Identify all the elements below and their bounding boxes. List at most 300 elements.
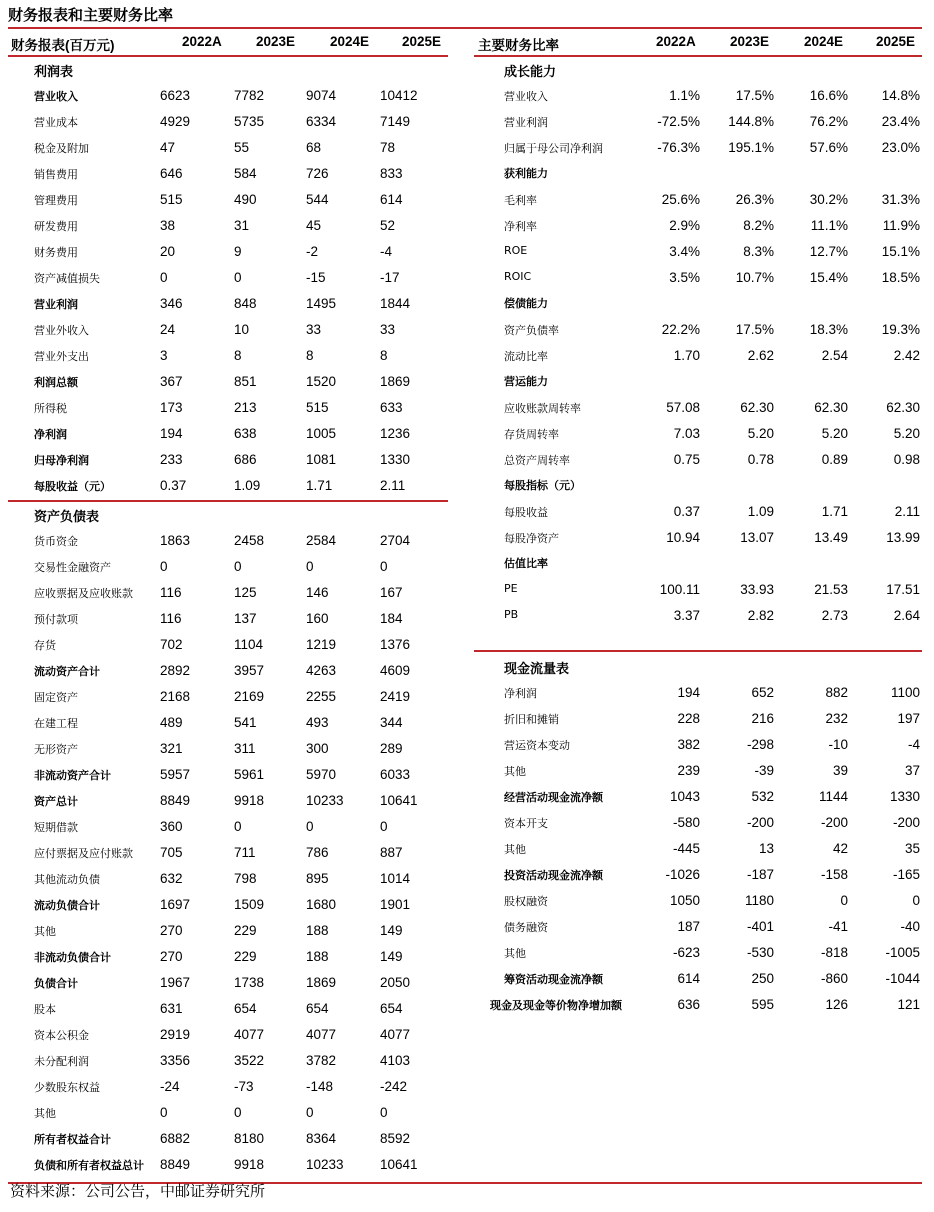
cell-value: 490 [234, 192, 257, 207]
cell-value: 33.93 [740, 582, 774, 597]
cell-value: 614 [677, 971, 700, 986]
row-label: 营业外支出 [34, 350, 89, 363]
cell-value: 895 [306, 871, 329, 886]
table-row [8, 606, 448, 632]
cell-value: 8849 [160, 1157, 191, 1172]
cell-value: -40 [900, 919, 920, 934]
table-row [474, 239, 922, 265]
column-header: 2025E [876, 34, 916, 49]
cell-value: 798 [234, 871, 257, 886]
cell-value: 62.30 [740, 400, 774, 415]
row-label: 非流动负债合计 [34, 951, 111, 964]
cell-value: 167 [380, 585, 403, 600]
cell-value: 121 [897, 997, 920, 1012]
row-label: 财务费用 [34, 246, 78, 259]
cell-value: -200 [746, 815, 774, 830]
header-row [8, 31, 448, 53]
row-label: 未分配利润 [34, 1055, 89, 1068]
cell-value: 1.09 [747, 504, 774, 519]
cell-value: 1180 [744, 893, 774, 908]
cell-value: 1144 [818, 789, 848, 804]
cell-value: 39 [832, 763, 848, 778]
row-label: 其他 [504, 947, 526, 960]
cell-value: 239 [677, 763, 700, 778]
row-label: 管理费用 [34, 194, 78, 207]
column-header: 2022A [656, 34, 696, 49]
section-title [474, 57, 922, 83]
cell-value: 3522 [234, 1053, 265, 1068]
cell-value: 11.9% [882, 218, 920, 233]
cell-value: 47 [160, 140, 176, 155]
cell-value: -242 [380, 1079, 408, 1094]
table-row [8, 239, 448, 265]
cell-value: -4 [907, 737, 920, 752]
cell-value: 232 [825, 711, 848, 726]
table-row [8, 213, 448, 239]
cell-value: 646 [160, 166, 183, 181]
cell-value: 195.1% [728, 140, 774, 155]
cell-value: 702 [160, 637, 183, 652]
cell-value: 614 [380, 192, 403, 207]
row-label: 资产负债表 [34, 510, 100, 525]
cell-value: 1050 [669, 893, 700, 908]
table-row [8, 265, 448, 291]
cell-value: 213 [234, 400, 257, 415]
row-label: 固定资产 [34, 691, 78, 704]
cell-value: 654 [306, 1001, 329, 1016]
cell-value: 3.4% [669, 244, 700, 259]
cell-value: 1219 [306, 637, 337, 652]
cell-value: 17.5% [735, 88, 774, 103]
row-label: 股本 [34, 1003, 56, 1016]
row-label: 资本公积金 [34, 1029, 89, 1042]
cell-value: 7149 [380, 114, 411, 129]
cell-value: 0.37 [673, 504, 700, 519]
cell-value: -76.3% [657, 140, 700, 155]
row-label: 营业利润 [34, 298, 78, 311]
cell-value: 10641 [380, 793, 418, 808]
table-row [474, 83, 922, 109]
row-label: 成长能力 [504, 65, 557, 80]
cell-value: 2892 [160, 663, 191, 678]
cell-value: 173 [160, 400, 183, 415]
cell-value: -200 [892, 815, 920, 830]
cell-value: -200 [820, 815, 848, 830]
cell-value: -623 [672, 945, 700, 960]
row-label: ROIC [504, 270, 532, 283]
row-label: 流动负债合计 [34, 899, 100, 912]
cell-value: 233 [160, 452, 183, 467]
cell-value: 5.20 [893, 426, 920, 441]
cell-value: 3 [160, 348, 168, 363]
cell-value: 10412 [380, 88, 418, 103]
section-rule [474, 650, 922, 652]
row-label: 短期借款 [34, 821, 78, 834]
cell-value: 52 [380, 218, 396, 233]
source-note: 资料来源：公司公告，中邮证券研究所 [10, 1182, 266, 1200]
cell-value: 13.99 [886, 530, 920, 545]
cell-value: 544 [306, 192, 329, 207]
cell-value: 270 [160, 923, 183, 938]
cell-value: 632 [160, 871, 183, 886]
header-row [474, 31, 922, 53]
table-row [474, 758, 922, 784]
cell-value: 636 [677, 997, 700, 1012]
cell-value: 1697 [160, 897, 191, 912]
cell-value: 300 [306, 741, 329, 756]
column-header: 2025E [402, 34, 442, 49]
cell-value: 31.3% [881, 192, 920, 207]
cell-value: 68 [306, 140, 322, 155]
cell-value: 126 [825, 997, 848, 1012]
cell-value: 848 [234, 296, 257, 311]
row-label: 所有者权益合计 [34, 1133, 111, 1146]
cell-value: 0 [160, 1105, 168, 1120]
cell-value: 2169 [234, 689, 265, 704]
cell-value: 1100 [890, 685, 920, 700]
cell-value: 346 [160, 296, 183, 311]
table-row [8, 554, 448, 580]
table-row [8, 658, 448, 684]
table-row [8, 1100, 448, 1126]
cell-value: 3782 [306, 1053, 337, 1068]
top-rule [8, 27, 922, 29]
row-label: PB [504, 608, 519, 621]
table-row [474, 135, 922, 161]
cell-value: 5961 [234, 767, 265, 782]
section-title [474, 473, 922, 499]
cell-value: 7782 [234, 88, 265, 103]
cell-value: 1330 [889, 789, 920, 804]
cell-value: 30.2% [809, 192, 848, 207]
table-row [8, 528, 448, 554]
cell-value: -72.5% [657, 114, 700, 129]
table-row [474, 187, 922, 213]
cell-value: 1376 [380, 637, 411, 652]
row-label: 获利能力 [504, 167, 548, 180]
table-row [474, 213, 922, 239]
row-label: 存货周转率 [504, 428, 559, 441]
cash-flow-title: 现金流量表 [504, 662, 570, 677]
cell-value: 42 [832, 841, 848, 856]
table-row [8, 684, 448, 710]
row-label: 其他 [504, 765, 526, 778]
cell-value: 62.30 [814, 400, 848, 415]
table-row [8, 1152, 448, 1178]
cell-value: 2.64 [893, 608, 920, 623]
row-label: 股权融资 [504, 895, 548, 908]
cell-value: 11.1% [810, 218, 848, 233]
cell-value: 638 [234, 426, 257, 441]
row-label: 归母净利润 [34, 454, 89, 467]
table-row [8, 814, 448, 840]
table-row [474, 265, 922, 291]
cell-value: 24 [160, 322, 176, 337]
cell-value: 515 [160, 192, 183, 207]
cell-value: 14.8% [881, 88, 920, 103]
cell-value: 15.4% [809, 270, 848, 285]
row-label: 净利润 [34, 428, 67, 441]
table-row [8, 1074, 448, 1100]
table-row [8, 1022, 448, 1048]
section-title [8, 57, 448, 83]
section-title [474, 369, 922, 395]
table-row [474, 317, 922, 343]
cell-value: 17.51 [886, 582, 920, 597]
table-row [8, 343, 448, 369]
cell-value: 1869 [380, 374, 411, 389]
row-label: 折旧和摊销 [504, 713, 559, 726]
cell-value: 144.8% [728, 114, 774, 129]
row-label: 每股指标（元） [504, 479, 581, 492]
row-label: 其他流动负债 [34, 873, 100, 886]
cell-value: 125 [234, 585, 257, 600]
cell-value: 631 [160, 1001, 183, 1016]
cell-value: 6334 [306, 114, 337, 129]
row-label: 非流动资产合计 [34, 769, 111, 782]
table-row [8, 632, 448, 658]
cell-value: 57.08 [666, 400, 700, 415]
cell-value: 1520 [306, 374, 337, 389]
cell-value: 489 [160, 715, 183, 730]
row-label: 营运能力 [504, 375, 548, 388]
table-row [474, 343, 922, 369]
cell-value: 652 [751, 685, 774, 700]
cell-value: 4077 [306, 1027, 337, 1042]
cell-value: 13.49 [814, 530, 848, 545]
cell-value: 17.5% [735, 322, 774, 337]
cell-value: 38 [160, 218, 176, 233]
table-row [474, 966, 922, 992]
row-label: PE [504, 582, 518, 595]
cell-value: 2.82 [747, 608, 774, 623]
row-label: 资产负债率 [504, 324, 559, 337]
cell-value: -24 [160, 1079, 180, 1094]
row-label: 净利润 [504, 687, 537, 700]
cell-value: 6623 [160, 88, 191, 103]
cell-value: 1901 [380, 897, 411, 912]
cell-value: 2.54 [821, 348, 848, 363]
table-row [474, 732, 922, 758]
cell-value: 726 [306, 166, 329, 181]
cell-value: -1026 [665, 867, 700, 882]
row-label: 每股净资产 [504, 532, 559, 545]
cell-value: 1236 [380, 426, 411, 441]
row-label: 归属于母公司净利润 [504, 142, 603, 155]
cell-value: 160 [306, 611, 329, 626]
cell-value: 22.2% [661, 322, 700, 337]
cell-value: 9074 [306, 88, 337, 103]
row-label: 营业收入 [34, 90, 78, 103]
cell-value: 216 [751, 711, 774, 726]
cell-value: 8592 [380, 1131, 411, 1146]
cell-value: 0 [380, 819, 388, 834]
row-label: 资产总计 [34, 795, 78, 808]
cell-value: 1.71 [821, 504, 848, 519]
cell-value: 116 [160, 585, 182, 600]
cell-value: 705 [160, 845, 183, 860]
row-label: 毛利率 [504, 194, 537, 207]
cell-value: 7.03 [673, 426, 700, 441]
cell-value: 187 [677, 919, 700, 934]
cell-value: -818 [820, 945, 848, 960]
row-label: 货币资金 [34, 535, 78, 548]
cell-value: 45 [306, 218, 322, 233]
cell-value: 595 [751, 997, 774, 1012]
cell-value: 541 [234, 715, 257, 730]
cell-value: 20 [160, 244, 176, 259]
cell-value: 33 [306, 322, 322, 337]
row-label: 税金及附加 [34, 142, 89, 155]
row-label: 投资活动现金流净额 [504, 869, 603, 882]
table-row [474, 680, 922, 706]
cell-value: 1.71 [306, 478, 333, 493]
row-label: 利润总额 [34, 376, 78, 389]
cell-value: 8 [380, 348, 388, 363]
table-row [8, 109, 448, 135]
cell-value: 1680 [306, 897, 337, 912]
cell-value: 4929 [160, 114, 191, 129]
row-label: 预付款项 [34, 613, 78, 626]
financial-ratios-panel [474, 31, 922, 1031]
row-label: 利润表 [34, 65, 74, 80]
cell-value: 5.20 [821, 426, 848, 441]
row-label: 流动资产合计 [34, 665, 100, 678]
cell-value: 711 [234, 845, 256, 860]
cell-value: 367 [160, 374, 183, 389]
cell-value: 4103 [380, 1053, 411, 1068]
cell-value: 10233 [306, 1157, 344, 1172]
cell-value: -39 [754, 763, 774, 778]
column-header: 2023E [730, 34, 770, 49]
cell-value: 6033 [380, 767, 411, 782]
row-label: 营运资本变动 [504, 739, 570, 752]
table-row [8, 83, 448, 109]
table-row [8, 970, 448, 996]
cell-value: 311 [234, 741, 256, 756]
cell-value: 1104 [234, 637, 264, 652]
table-row [474, 810, 922, 836]
cell-value: 0 [234, 559, 242, 574]
cell-value: -401 [746, 919, 774, 934]
section-title [474, 291, 922, 317]
cell-value: 6882 [160, 1131, 191, 1146]
cell-value: 532 [751, 789, 774, 804]
cell-value: 360 [160, 819, 183, 834]
cell-value: -148 [306, 1079, 334, 1094]
cell-value: 1.1% [669, 88, 700, 103]
cell-value: 149 [380, 949, 403, 964]
row-label: 偿债能力 [504, 297, 548, 310]
table-row [8, 996, 448, 1022]
table-row [8, 1126, 448, 1152]
cell-value: 31 [234, 218, 250, 233]
cell-value: 1081 [306, 452, 337, 467]
cell-value: 18.5% [881, 270, 920, 285]
column-header: 2024E [804, 34, 844, 49]
cell-value: 8180 [234, 1131, 265, 1146]
cell-value: 515 [306, 400, 329, 415]
cell-value: 0 [840, 893, 848, 908]
cell-value: 149 [380, 923, 403, 938]
cell-value: 13.07 [740, 530, 774, 545]
cell-value: -1005 [885, 945, 920, 960]
cell-value: 1509 [234, 897, 265, 912]
cell-value: 2255 [306, 689, 337, 704]
row-label: 负债合计 [34, 977, 78, 990]
cell-value: 0 [234, 819, 242, 834]
cell-value: 786 [306, 845, 329, 860]
cell-value: 194 [677, 685, 700, 700]
cell-value: 321 [160, 741, 183, 756]
table-row [474, 836, 922, 862]
cell-value: 2584 [306, 533, 337, 548]
cell-value: 270 [160, 949, 183, 964]
cell-value: 146 [306, 585, 329, 600]
table-row [8, 473, 448, 499]
cell-value: 5.20 [747, 426, 774, 441]
table-row [474, 499, 922, 525]
row-label: 营业外收入 [34, 324, 89, 337]
cell-value: 19.3% [881, 322, 920, 337]
cell-value: 5970 [306, 767, 337, 782]
cell-value: 57.6% [809, 140, 848, 155]
row-label: 其他 [34, 925, 56, 938]
table-row [474, 940, 922, 966]
cell-value: 12.7% [809, 244, 848, 259]
row-label: 研发费用 [34, 220, 78, 233]
cell-value: -158 [820, 867, 848, 882]
cell-value: 0.78 [747, 452, 774, 467]
row-label: 总资产周转率 [504, 454, 570, 467]
table-row [474, 603, 922, 629]
table-row [8, 944, 448, 970]
row-label: 少数股东权益 [34, 1081, 100, 1094]
cell-value: -530 [746, 945, 774, 960]
cell-value: 23.0% [881, 140, 920, 155]
table-row [474, 421, 922, 447]
cell-value: 0.37 [160, 478, 187, 493]
row-label: 经营活动现金流净额 [504, 791, 603, 804]
cell-value: 1869 [306, 975, 337, 990]
cell-value: 1330 [380, 452, 411, 467]
cell-value: 78 [380, 140, 396, 155]
row-label: 筹资活动现金流净额 [504, 973, 603, 986]
row-label: ROE [504, 244, 528, 257]
cell-value: -298 [746, 737, 774, 752]
cell-value: 654 [234, 1001, 257, 1016]
cell-value: 1.09 [234, 478, 261, 493]
cell-value: 344 [380, 715, 403, 730]
table-row [474, 525, 922, 551]
table-row [8, 447, 448, 473]
cell-value: 2.11 [894, 504, 920, 519]
cell-value: 4077 [380, 1027, 411, 1042]
row-label: 所得税 [34, 402, 67, 415]
row-label: 资产减值损失 [34, 272, 100, 285]
table-row [474, 784, 922, 810]
cell-value: 229 [234, 949, 257, 964]
cell-value: 3.5% [669, 270, 700, 285]
cell-value: 2458 [234, 533, 265, 548]
cell-value: 76.2% [809, 114, 848, 129]
table-row [8, 918, 448, 944]
cell-value: -4 [380, 244, 393, 259]
page-title: 财务报表和主要财务比率 [8, 7, 174, 24]
cell-value: 1005 [306, 426, 337, 441]
row-label: 应收账款周转率 [504, 402, 581, 415]
row-label: 营业利润 [504, 116, 548, 129]
